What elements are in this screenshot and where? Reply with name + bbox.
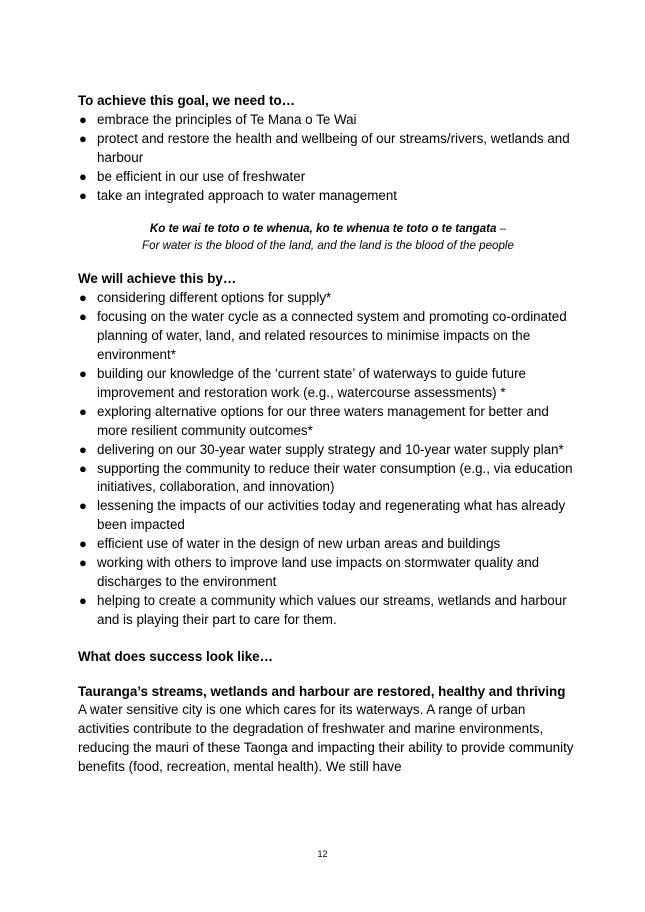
goal-heading: To achieve this goal, we need to… xyxy=(78,93,296,108)
bullet-icon: ● xyxy=(79,592,87,608)
list-item: ● efficient use of water in the design of new urban areas and buildings xyxy=(78,535,578,554)
list-item: ● take an integrated approach to water management xyxy=(78,187,578,206)
list-item: ● working with others to improve land use impacts on stormwater quality and discharges to the environment xyxy=(79,555,540,589)
maori-proverb xyxy=(78,220,578,254)
actions-list xyxy=(78,289,578,629)
bullet-icon: ● xyxy=(79,187,87,203)
proverb-english: For water is the blood of the land, and the land is the blood of the people xyxy=(142,239,514,253)
actions-heading: We will achieve this by… xyxy=(78,271,237,287)
bullet-icon: ● xyxy=(79,536,87,552)
list-item: ● embrace the principles of Te Mana o Te Wai xyxy=(78,111,578,130)
list-item: ● exploring alternative options for our three waters management for better and more resilient community outcomes* xyxy=(79,403,549,438)
spacer xyxy=(78,630,578,648)
bullet-icon: ● xyxy=(79,309,87,325)
page-content xyxy=(78,92,578,777)
bullet-icon: ● xyxy=(79,111,87,127)
success-subheading: Tauranga’s streams, wetlands and harbour are restored, healthy and thriving xyxy=(78,683,566,699)
list-item: ● building our knowledge of the ‘current state’ of waterways to guide future improvement and restoration work (e.g., watercourse assessments) * xyxy=(79,365,526,400)
proverb-dash: – xyxy=(496,222,507,236)
goal-list xyxy=(78,111,578,206)
list-item: ● delivering on our 30-year water supply strategy and 10-year water supply plan* xyxy=(78,441,578,460)
page-number: 12 xyxy=(317,849,328,859)
success-heading: What does success look like… xyxy=(78,648,273,664)
bullet-icon: ● xyxy=(79,460,87,476)
list-item: ● supporting the community to reduce their water consumption (e.g., via education initiatives, collaboration, and innovation) xyxy=(79,460,573,495)
bullet-icon: ● xyxy=(79,168,87,184)
list-item: ● protect and restore the health and wellbeing of our streams/rivers, wetlands and harbour xyxy=(79,130,570,165)
list-item: ● lessening the impacts of our activities today and regenerating what has already been impacted xyxy=(79,498,566,533)
bullet-icon: ● xyxy=(79,555,87,571)
bullet-icon: ● xyxy=(79,290,87,306)
list-item: ● helping to create a community which values our streams, wetlands and harbour and is playing their part to care for them. xyxy=(79,592,567,627)
bullet-icon: ● xyxy=(79,403,87,419)
bullet-icon: ● xyxy=(79,365,87,381)
list-item: ● considering different options for supply* xyxy=(78,289,578,308)
bullet-icon: ● xyxy=(79,498,87,514)
bullet-icon: ● xyxy=(79,441,87,457)
proverb-maori: Ko te wai te toto o te whenua, ko te whenua te toto o te tangata xyxy=(149,222,497,236)
spacer xyxy=(78,667,578,683)
list-item: ● be efficient in our use of freshwater xyxy=(78,168,578,187)
list-item: ● focusing on the water cycle as a connected system and promoting co-ordinated planning of water, land, and related resources to minimise impacts on the environment* xyxy=(79,309,567,363)
success-paragraph: A water sensitive city is one which cares for its waterways. A range of urban activities contribute to the degradation of freshwater and marine environments, reducing the mauri of these Taonga and impacting their ability to provide community benefits (food, recreation, mental health). We still have xyxy=(78,702,574,775)
bullet-icon: ● xyxy=(79,130,87,146)
